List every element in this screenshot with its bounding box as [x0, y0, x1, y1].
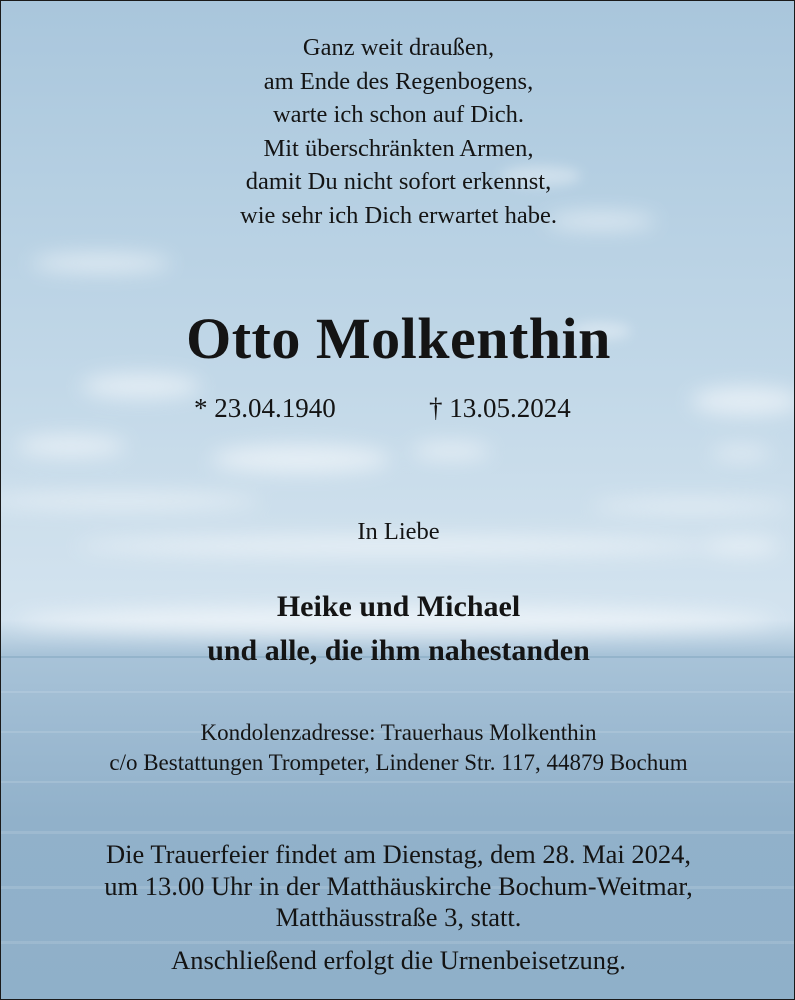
poem-line: warte ich schon auf Dich.: [272, 101, 525, 128]
poem-line: damit Du nicht sofort erkennst,: [245, 168, 552, 195]
mourners-line: und alle, die ihm nahestanden: [207, 634, 590, 667]
birth-date: * 23.04.1940: [194, 393, 336, 423]
dedication: In Liebe: [357, 518, 440, 545]
funeral-line: Matthäusstraße 3, statt.: [275, 902, 522, 932]
poem-line: Mit überschränkten Armen,: [263, 134, 534, 162]
poem-line: wie sehr ich Dich erwartet habe.: [240, 201, 557, 229]
mourners-line: Heike und Michael: [276, 590, 521, 623]
urn-burial-note: Anschließend erfolgt die Urnenbeisetzung.: [171, 945, 626, 975]
address-line: c/o Bestattungen Trompeter, Lindener Str. 117, 44879 Bochum: [109, 750, 688, 775]
deceased-name: Otto Molkenthin: [186, 306, 611, 371]
poem-line: Ganz weit draußen,: [302, 34, 495, 61]
funeral-line: um 13.00 Uhr in der Matthäuskirche Bochum-Weitmar,: [104, 870, 693, 901]
funeral-details: [1, 839, 795, 934]
condolence-address: [1, 718, 795, 778]
life-dates: [1, 391, 795, 425]
death-date: † 13.05.2024: [429, 393, 571, 423]
address-line: Kondolenzadresse: Trauerhaus Molkenthin: [200, 720, 597, 745]
funeral-line: Die Trauerfeier findet am Dienstag, dem 28. Mai 2024,: [105, 839, 692, 869]
poem: [1, 31, 795, 232]
poem-line: am Ende des Regenbogens,: [263, 67, 534, 95]
mourners: [1, 585, 795, 673]
